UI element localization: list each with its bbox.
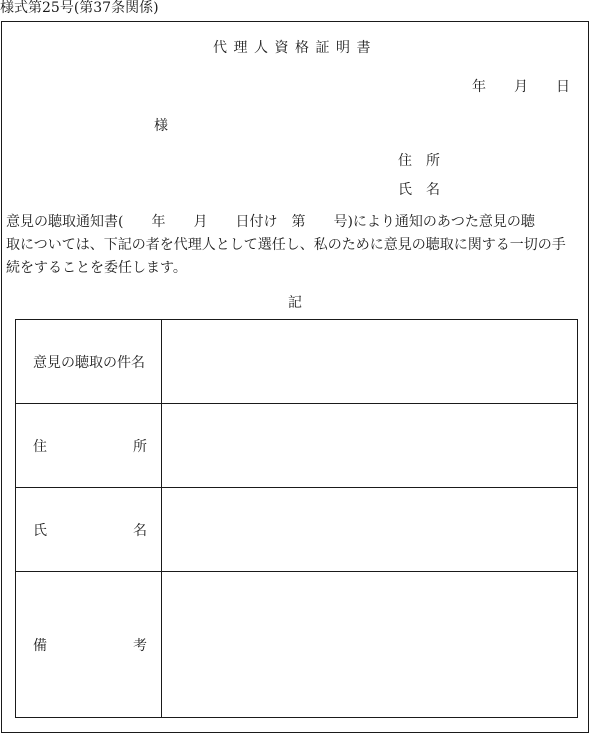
row-label-cell bbox=[16, 404, 162, 488]
hearing-subject-field[interactable] bbox=[162, 320, 578, 404]
remarks-field[interactable] bbox=[162, 572, 578, 718]
table-row bbox=[16, 404, 578, 488]
row-label-cell bbox=[16, 320, 162, 404]
addressee-honorific: 様 bbox=[154, 118, 168, 134]
statement-line: 続をすることを委任します。 bbox=[6, 260, 187, 276]
row-label-cell bbox=[16, 572, 162, 718]
statement-line: 意見の聴取通知書( 年 月 日付け 第 号)により通知のあつた意見の聴 bbox=[6, 214, 535, 230]
address-field[interactable] bbox=[162, 404, 578, 488]
remarks-label: 備 考 bbox=[33, 637, 147, 654]
representative-details-table bbox=[15, 319, 578, 718]
form-frame bbox=[1, 21, 589, 733]
address-label: 住 所 bbox=[33, 438, 147, 455]
name-field[interactable] bbox=[162, 488, 578, 572]
applicant-address-label: 住 所 bbox=[398, 153, 440, 169]
table-row bbox=[16, 488, 578, 572]
row-label-cell bbox=[16, 488, 162, 572]
statement-line: 取については、下記の者を代理人として選任し、私のために意見の聴取に関する一切の手 bbox=[6, 237, 566, 253]
table-row bbox=[16, 572, 578, 718]
date-line: 年 月 日 bbox=[472, 79, 570, 95]
hearing-subject-label: 意見の聴取の件名 bbox=[33, 354, 145, 371]
applicant-name-label: 氏 名 bbox=[398, 182, 440, 198]
form-title: 代理人資格証明書 bbox=[213, 40, 377, 56]
table-row bbox=[16, 320, 578, 404]
name-label: 氏 名 bbox=[33, 522, 147, 539]
delegation-statement bbox=[6, 211, 578, 280]
ki-heading: 記 bbox=[288, 295, 302, 311]
form-number: 様式第25号(第37条関係) bbox=[0, 0, 159, 16]
